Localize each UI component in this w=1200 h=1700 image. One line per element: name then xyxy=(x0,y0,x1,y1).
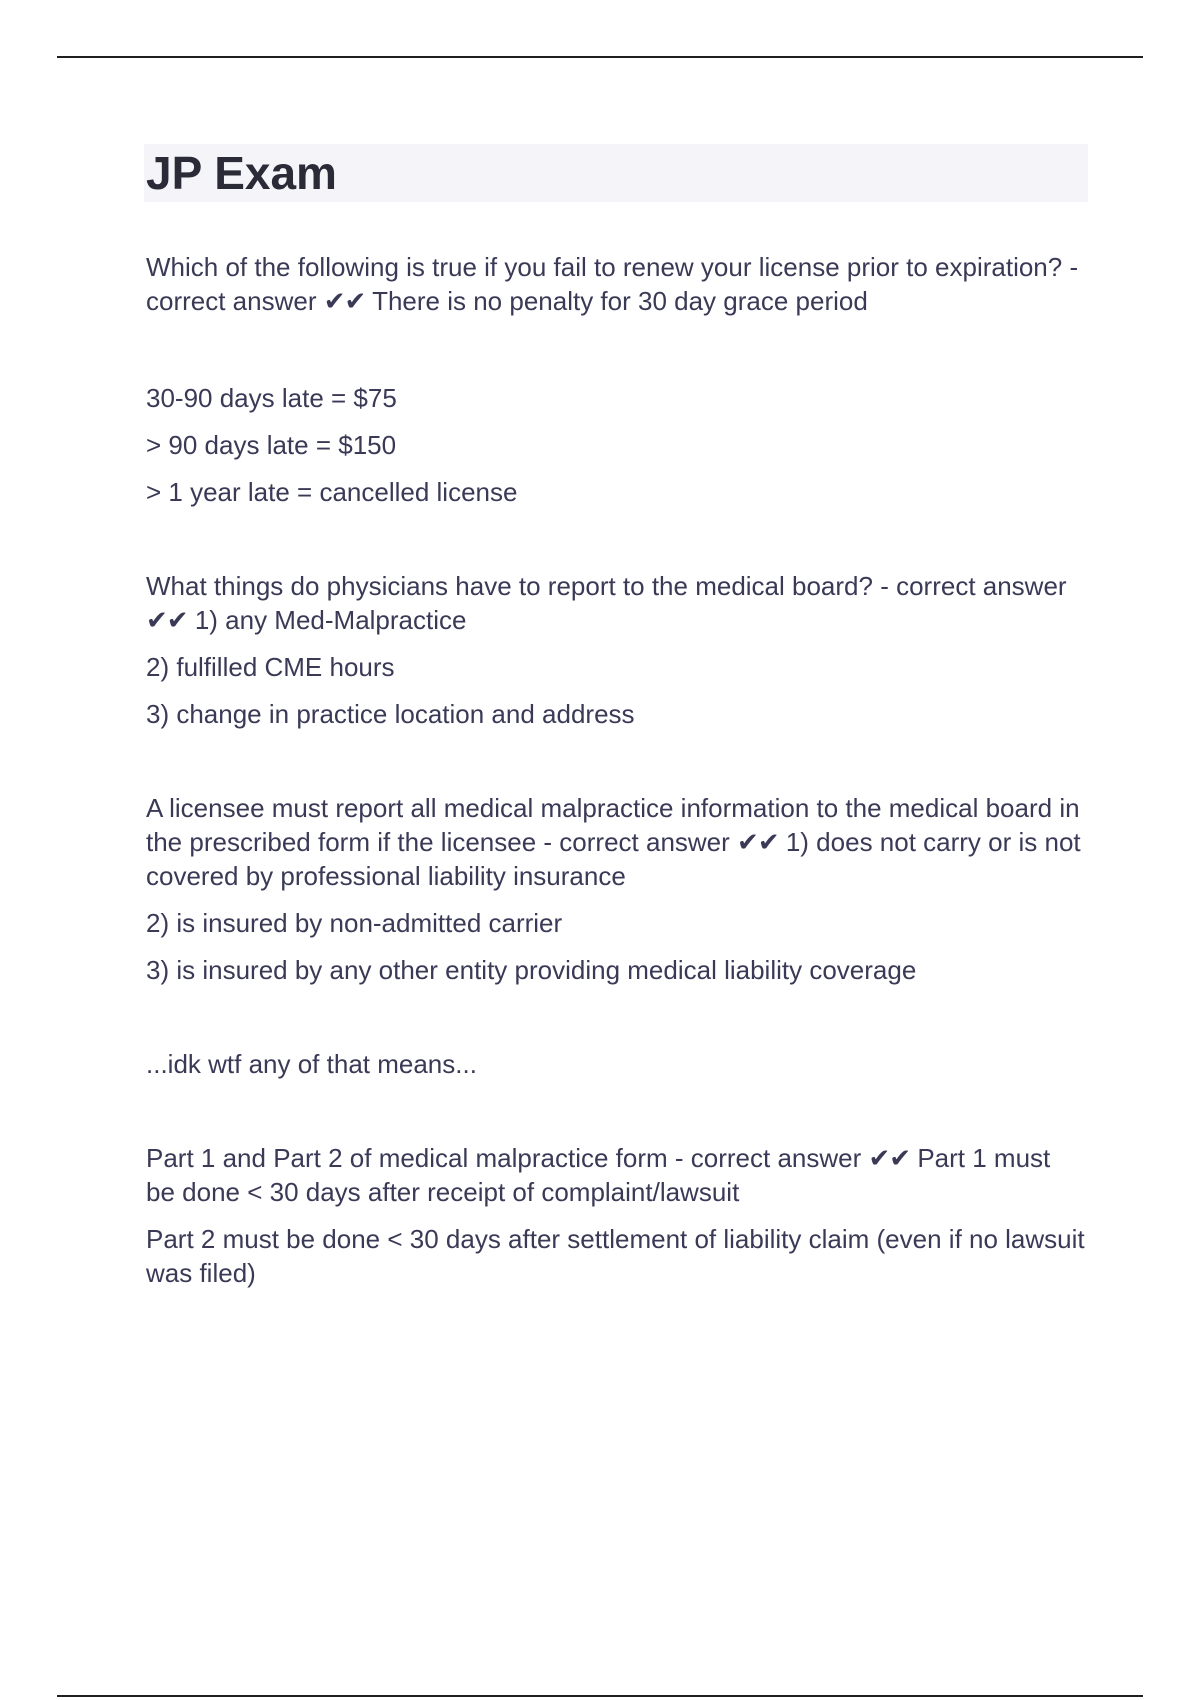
answer-line: 30-90 days late = $75 xyxy=(146,383,397,413)
question-4: Part 1 and Part 2 of medical malpractice form - correct answer ✔✔ Part 1 must be done < 30 days after receipt of complaint/lawsuit xyxy=(146,1143,1051,1207)
answer-line: > 90 days late = $150 xyxy=(146,430,397,460)
page-title: JP Exam xyxy=(146,147,337,199)
bottom-divider xyxy=(57,1695,1143,1697)
question-3: A licensee must report all medical malpractice information to the medical board in the prescribed form if the licensee - correct answer ✔✔ 1) does not carry or is not covered by professional liability insurance xyxy=(146,793,1081,891)
answer-line: > 1 year late = cancelled license xyxy=(146,477,518,507)
answer-line: 2) is insured by non-admitted carrier xyxy=(146,908,563,938)
check-mark-icon: ✔✔ xyxy=(146,605,188,635)
answer-line: 2) fulfilled CME hours xyxy=(146,652,395,682)
note: ...idk wtf any of that means... xyxy=(146,1049,477,1079)
question-2: What things do physicians have to report to the medical board? - correct answer ✔✔ 1) any Med-Malpractice xyxy=(146,571,1067,635)
answer-line: Part 2 must be done < 30 days after settlement of liability claim (even if no lawsuit was filed) xyxy=(146,1224,1085,1288)
check-mark-icon: ✔✔ xyxy=(868,1143,911,1173)
answer-line: 3) is insured by any other entity providing medical liability coverage xyxy=(146,955,917,985)
question-1: Which of the following is true if you fail to renew your license prior to expiration? - correct answer ✔✔ There is no penalty for 30 day grace period xyxy=(146,252,1079,316)
top-divider xyxy=(57,56,1143,58)
check-mark-icon: ✔✔ xyxy=(323,286,366,316)
answer-line: 3) change in practice location and address xyxy=(146,699,635,729)
document-body xyxy=(146,250,1086,1307)
check-mark-icon: ✔✔ xyxy=(737,827,779,857)
